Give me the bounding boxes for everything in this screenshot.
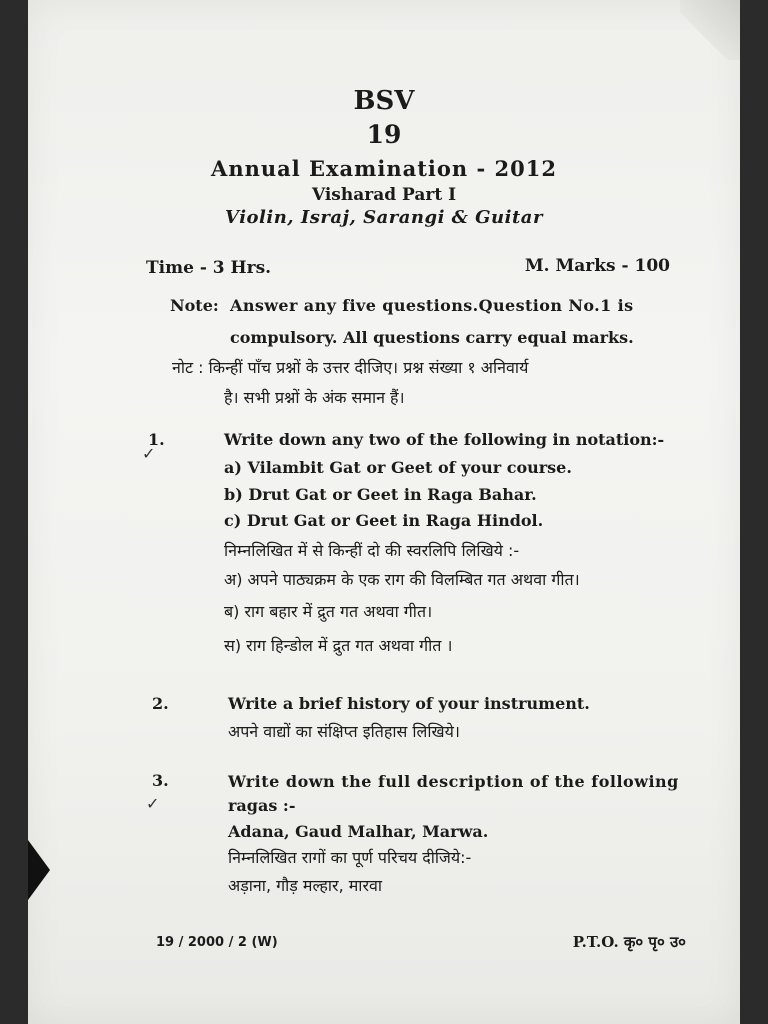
question-3-line-1: Write down the full description of the following	[228, 772, 679, 791]
paper-corner-fold	[680, 0, 740, 60]
note-hindi-line-2: है। सभी प्रश्नों के अंक समान हैं।	[224, 388, 405, 407]
question-1-line-2: a) Vilambit Gat or Geet of your course.	[224, 458, 572, 477]
question-1-hindi-1: निम्नलिखित में से किन्हीं दो की स्वरलिपि लिखिये :-	[224, 541, 520, 560]
question-3-hindi-2: अड़ाना, गौड़ मल्हार, मारवा	[228, 876, 383, 895]
check-mark-1: ✓	[142, 444, 156, 463]
question-3-line-2: ragas :-	[228, 796, 296, 815]
exam-title: Annual Examination - 2012	[211, 156, 557, 181]
footer-pto: P.T.O. कृ० पृ० उ०	[572, 933, 686, 951]
question-2-line-1: Write a brief history of your instrument.	[228, 694, 590, 713]
edge-mark	[28, 840, 50, 900]
paper-number: 19	[366, 120, 402, 149]
question-1-line-3: b) Drut Gat or Geet in Raga Bahar.	[224, 485, 537, 504]
note-line-2: compulsory. All questions carry equal marks.	[230, 328, 634, 347]
question-3-hindi-1: निम्नलिखित रागों का पूर्ण परिचय दीजिये:-	[228, 848, 472, 867]
question-1-hindi-2: अ) अपने पाठ्यक्रम के एक राग की विलम्बित गत अथवा गीत।	[224, 570, 580, 589]
note-hindi-line-1: नोट : किन्हीं पाँच प्रश्नों के उत्तर दीजिए। प्रश्न संख्या १ अनिवार्य	[172, 358, 529, 377]
question-2-number: 2.	[152, 694, 169, 713]
question-3-line-3: Adana, Gaud Malhar, Marwa.	[228, 822, 489, 841]
note-label: Note:	[170, 296, 219, 315]
question-2-hindi-1: अपने वाद्यों का संक्षिप्त इतिहास लिखिये।	[228, 722, 460, 741]
question-1-line-1: Write down any two of the following in notation:-	[224, 430, 665, 449]
time-allowed: Time - 3 Hrs.	[146, 258, 272, 278]
question-3-number: 3.	[152, 771, 169, 790]
check-mark-3: ✓	[146, 794, 160, 813]
question-1-hindi-3: ब) राग बहार में द्रुत गत अथवा गीत।	[224, 602, 433, 621]
exam-subjects: Violin, Israj, Sarangi & Guitar	[225, 207, 543, 228]
exam-paper	[28, 0, 740, 1024]
note-line-1: Answer any five questions.Question No.1 is	[230, 296, 634, 315]
question-1-line-4: c) Drut Gat or Geet in Raga Hindol.	[224, 511, 544, 530]
question-1-number: 1.	[148, 430, 165, 449]
exam-part: Visharad Part I	[311, 185, 457, 205]
question-1-hindi-4: स) राग हिन्डोल में द्रुत गत अथवा गीत ।	[224, 636, 453, 655]
max-marks: M. Marks - 100	[524, 256, 670, 276]
footer-code: 19 / 2000 / 2 (W)	[156, 935, 278, 950]
paper-code: BSV	[353, 86, 415, 116]
